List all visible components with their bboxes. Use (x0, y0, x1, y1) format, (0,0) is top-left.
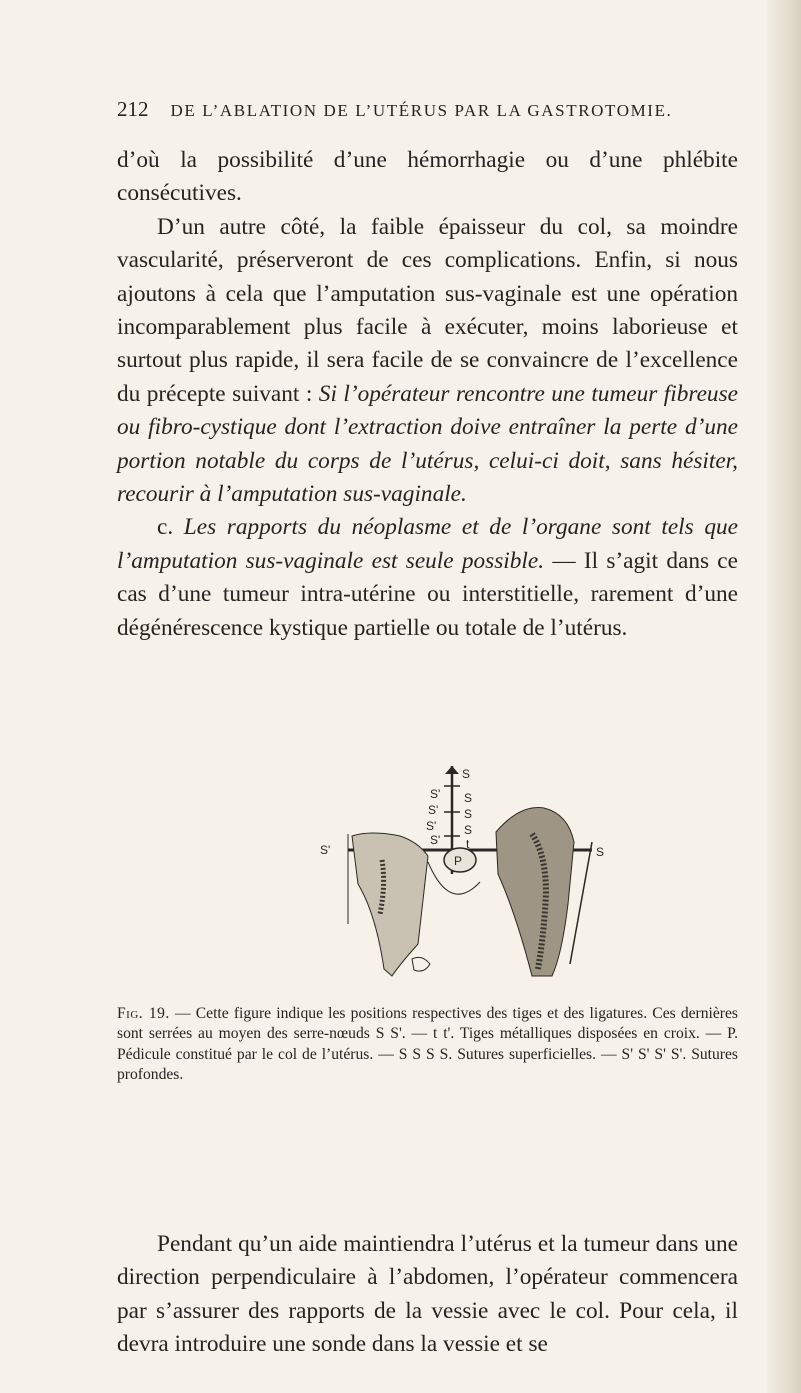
caption-text: — Cette figure indique les positions respectives des tiges et des ligatures. Ces dernières sont serrées au moyen des serre-nœuds S S'. — t t'. Tiges métalliques disposées en croix. — P. Pédicule constitué par le col de l’utérus. — S S S S. Sutures superficielles. — S' S' S' S'. Sutures profondes. (117, 1005, 738, 1084)
label-s-prime-4: S' (430, 833, 441, 847)
figure-caption (117, 1004, 738, 1086)
right-outline (570, 842, 592, 964)
rod-arrow-head (445, 766, 459, 774)
running-title: DE L’ABLATION DE L’UTÉRUS PAR LA GASTROTOMIE. (170, 101, 673, 120)
label-s-top: S (462, 767, 471, 781)
paragraph-3-italic: Les rapports du néoplasme et de l’organe sont tels que l’amputation sus-vaginale est seule possible. (117, 514, 738, 574)
paragraph-4: Pendant qu’un aide maintiendra l’utérus et la tumeur dans une direction perpendiculaire à l’abdomen, l’opérateur commencera par s’assurer des rapports de la vessie avec le col. Pour cela, il devra introduire une sonde dans la vessie et se (117, 1231, 738, 1358)
label-p: P (454, 854, 463, 868)
caption-label: Fig. 19. (117, 1005, 170, 1022)
label-s-1: S (464, 791, 473, 805)
label-left-s-prime: S' (320, 843, 331, 857)
figure-19-illustration (300, 764, 630, 984)
right-wall-tissue (496, 808, 574, 977)
paragraph-3-prefix: c. (157, 514, 184, 541)
label-s-prime-2: S' (428, 803, 439, 817)
label-s-prime-1: S' (430, 787, 441, 801)
paragraph-2 (117, 211, 738, 512)
running-head (117, 97, 737, 122)
label-s-3: S (464, 823, 473, 837)
body-text-top (117, 144, 738, 645)
paragraph-2-italic: Si l’opérateur rencontre une tumeur fibreuse ou fibro-cystique dont l’extraction doive entraîner la perte d’une portion notable du corps de l’utérus, celui-ci doit, sans hésiter, recourir à l’amputation sus-vaginale. (117, 380, 738, 508)
paragraph-2-roman: D’un autre côté, la faible épaisseur du col, sa moindre vascularité, préserveront de ces complications. Enfin, si nous ajoutons à cela que l’amputation sus-vaginale est une opération incomparablement plus facile à exécuter, moins laborieuse et surtout plus rapide, il sera facile de se convaincre de l’excellence du précepte suivant : (117, 213, 738, 407)
paragraph-3-roman: — Il s’agit dans ce cas d’une tumeur intra-utérine ou interstitielle, rarement d’une dégénérescence kystique partielle ou totale de l’utérus. (117, 547, 738, 641)
label-right-s: S (596, 845, 605, 859)
page-edge-shadow (767, 0, 801, 1393)
label-s-2: S (464, 807, 473, 821)
label-t: t (466, 837, 470, 851)
left-wall-tissue (352, 833, 428, 976)
figure-19 (300, 764, 630, 984)
body-text-bottom (117, 1228, 738, 1362)
bottom-knot (412, 957, 430, 971)
paragraph-1: d’où la possibilité d’une hémorrhagie ou d’une phlébite consécutives. (117, 147, 738, 207)
page-number: 212 (117, 97, 149, 121)
paragraph-3 (117, 511, 738, 645)
label-s-prime-3: S' (426, 819, 437, 833)
